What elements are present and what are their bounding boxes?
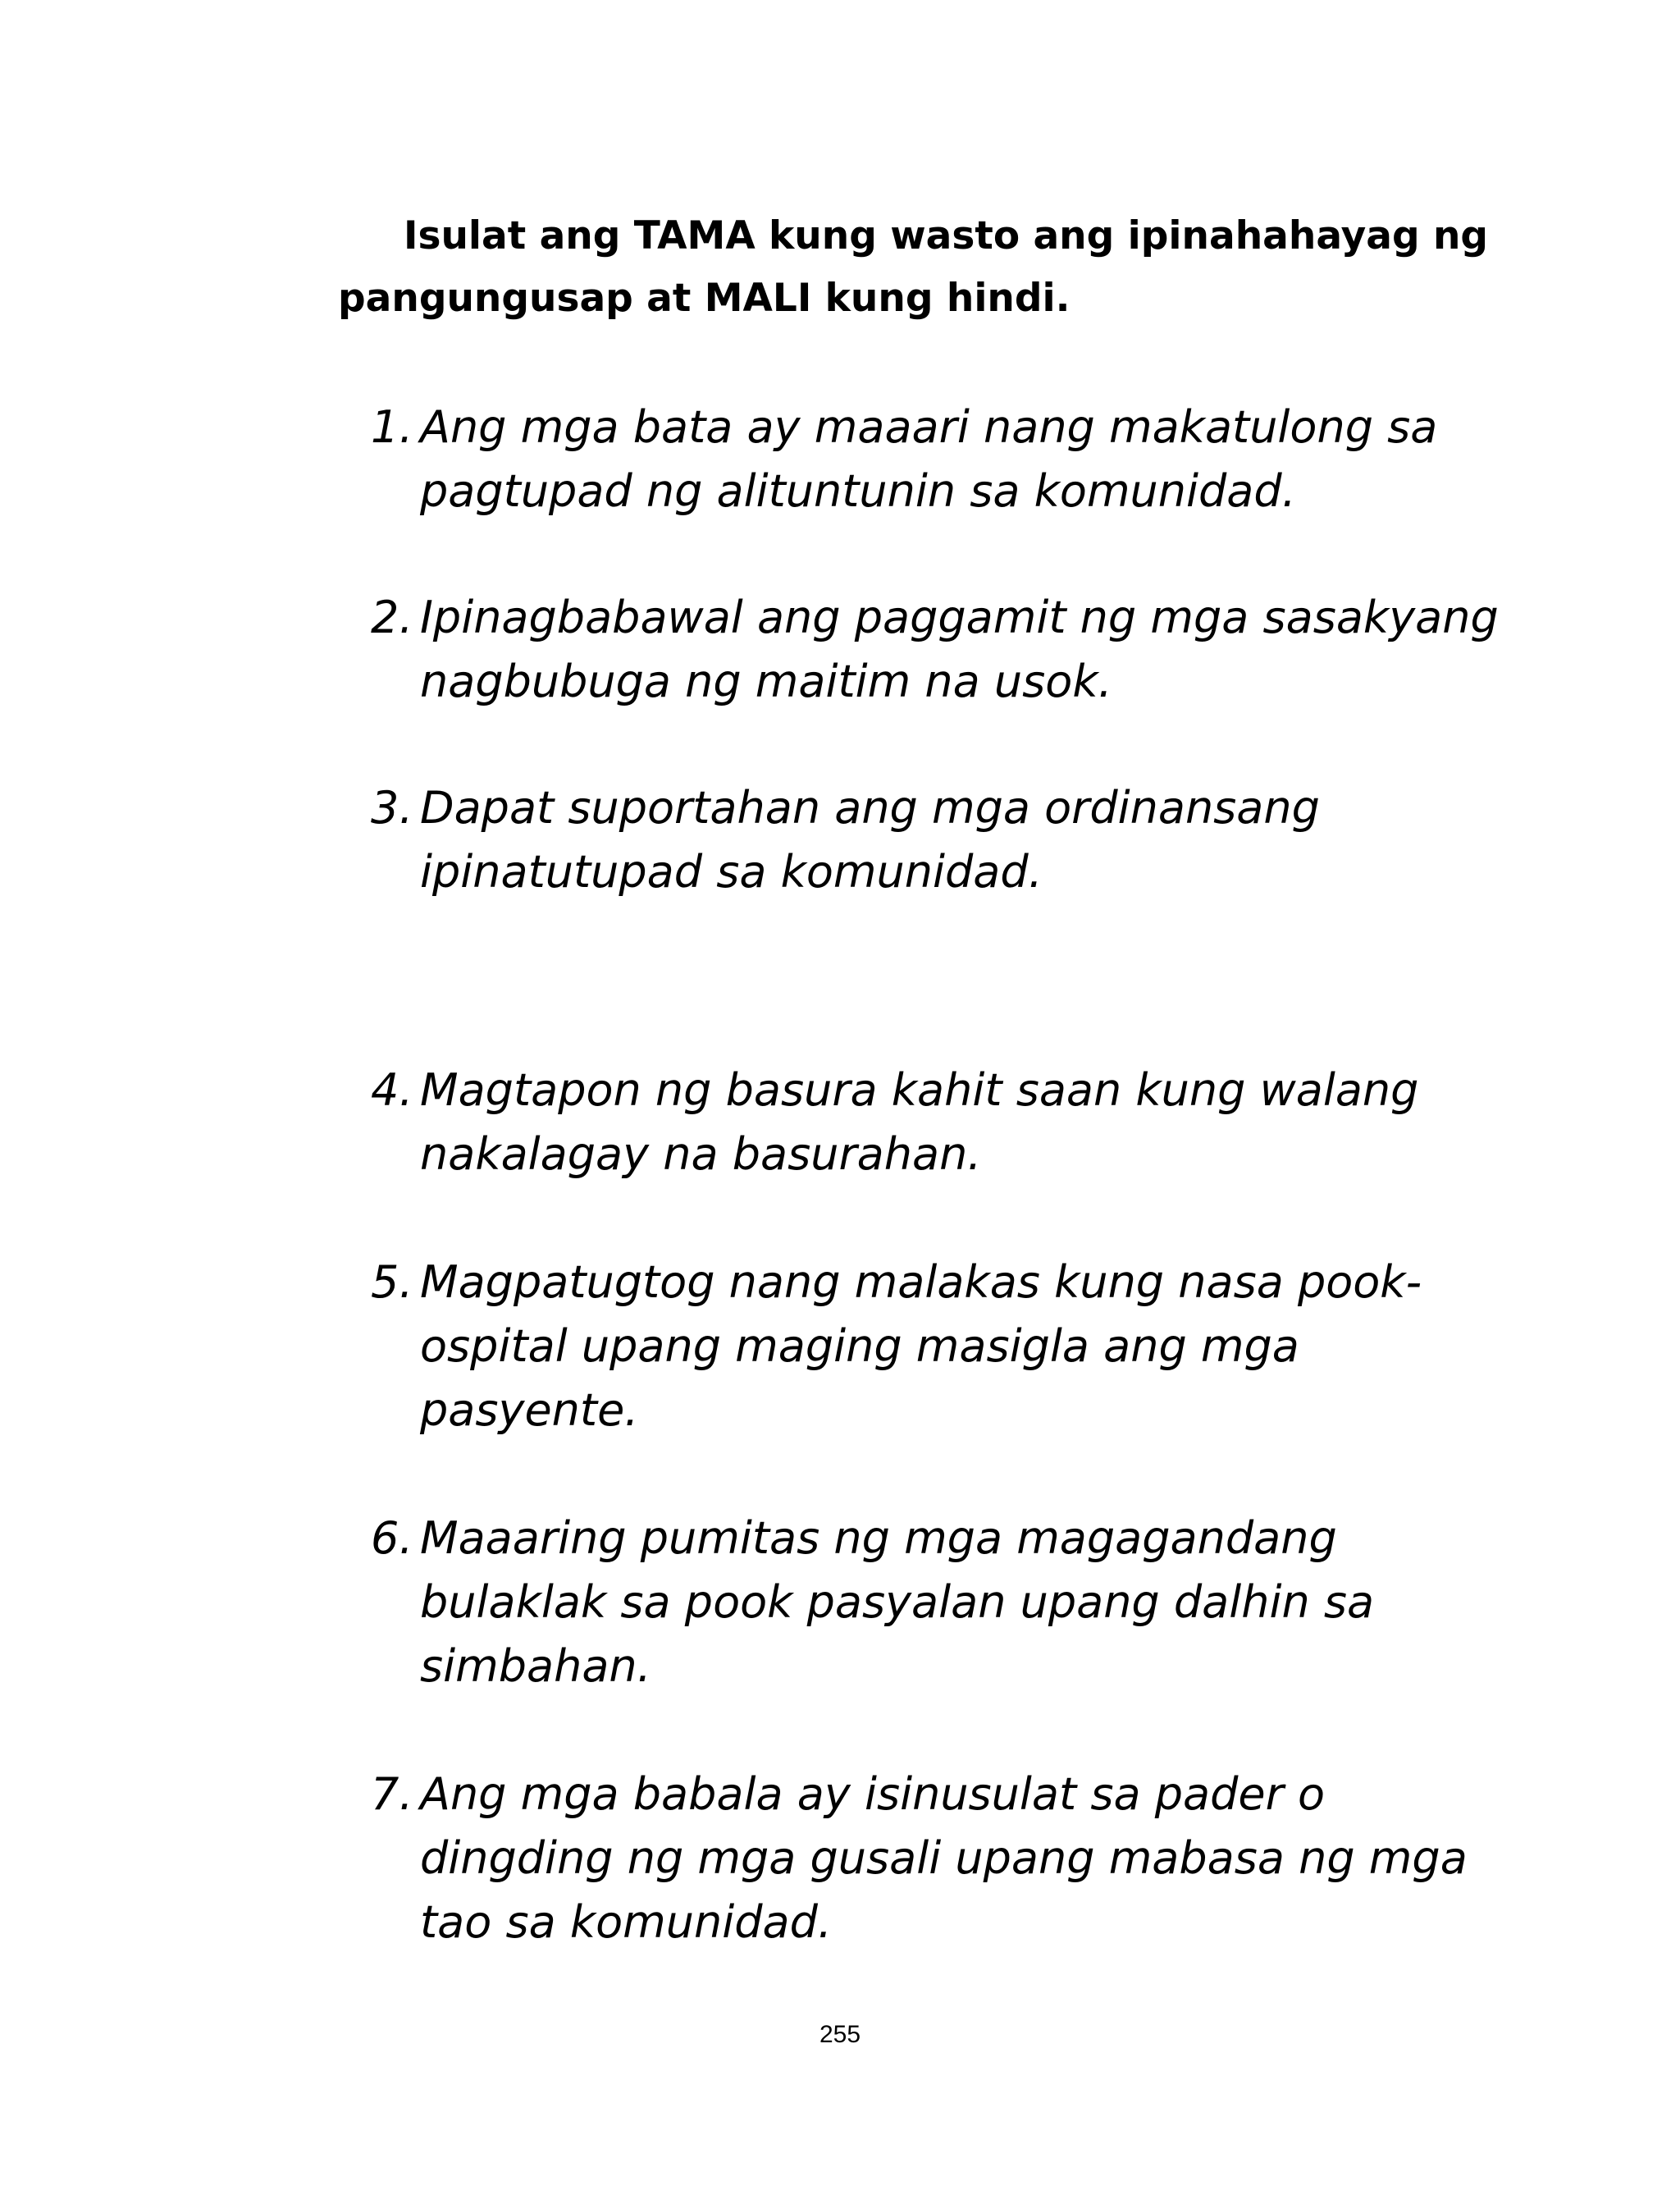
item-text: Maaaring pumitas ng mga magagandang bulaklak sa pook pasyalan upang dalhin sa simbahan. xyxy=(420,1512,1375,1692)
item-text: Magpatugtog nang malakas kung nasa pook-ospital upang maging masigla ang mga pasyente. xyxy=(420,1256,1422,1436)
list-item xyxy=(371,1058,1503,1186)
item-number: 1. xyxy=(371,401,413,453)
item-number: 2. xyxy=(371,592,413,643)
item-number: 6. xyxy=(371,1512,413,1564)
list-item xyxy=(371,586,1503,714)
item-text: Ipinagbabawal ang paggamit ng mga sasakyang nagbubuga ng maitim na usok. xyxy=(420,592,1499,707)
list-item xyxy=(371,395,1503,523)
item-number: 7. xyxy=(371,1768,413,1820)
item-text: Magtapon ng basura kahit saan kung walang nakalagay na basurahan. xyxy=(420,1064,1419,1180)
item-text: Dapat suportahan ang mga ordinansang ipinatutupad sa komunidad. xyxy=(420,782,1320,898)
list-item xyxy=(371,1506,1503,1699)
item-text: Ang mga bata ay maaari nang makatulong sa pagtupad ng alituntunin sa komunidad. xyxy=(420,401,1438,517)
instructions: Isulat ang TAMA kung wasto ang ipinahahayag ng pangungusap at MALI kung hindi. xyxy=(338,213,1489,321)
item-number: 3. xyxy=(371,782,413,834)
list-item xyxy=(371,1250,1503,1442)
item-text: Ang mga babala ay isinusulat sa pader o dingding ng mga gusali upang mabasa ng mga tao sa komunidad. xyxy=(420,1768,1468,1948)
page-number: 255 xyxy=(819,2021,861,2048)
list-item xyxy=(371,1763,1503,1955)
item-number: 5. xyxy=(371,1256,413,1308)
item-number: 4. xyxy=(371,1064,413,1116)
list-item xyxy=(371,776,1503,904)
